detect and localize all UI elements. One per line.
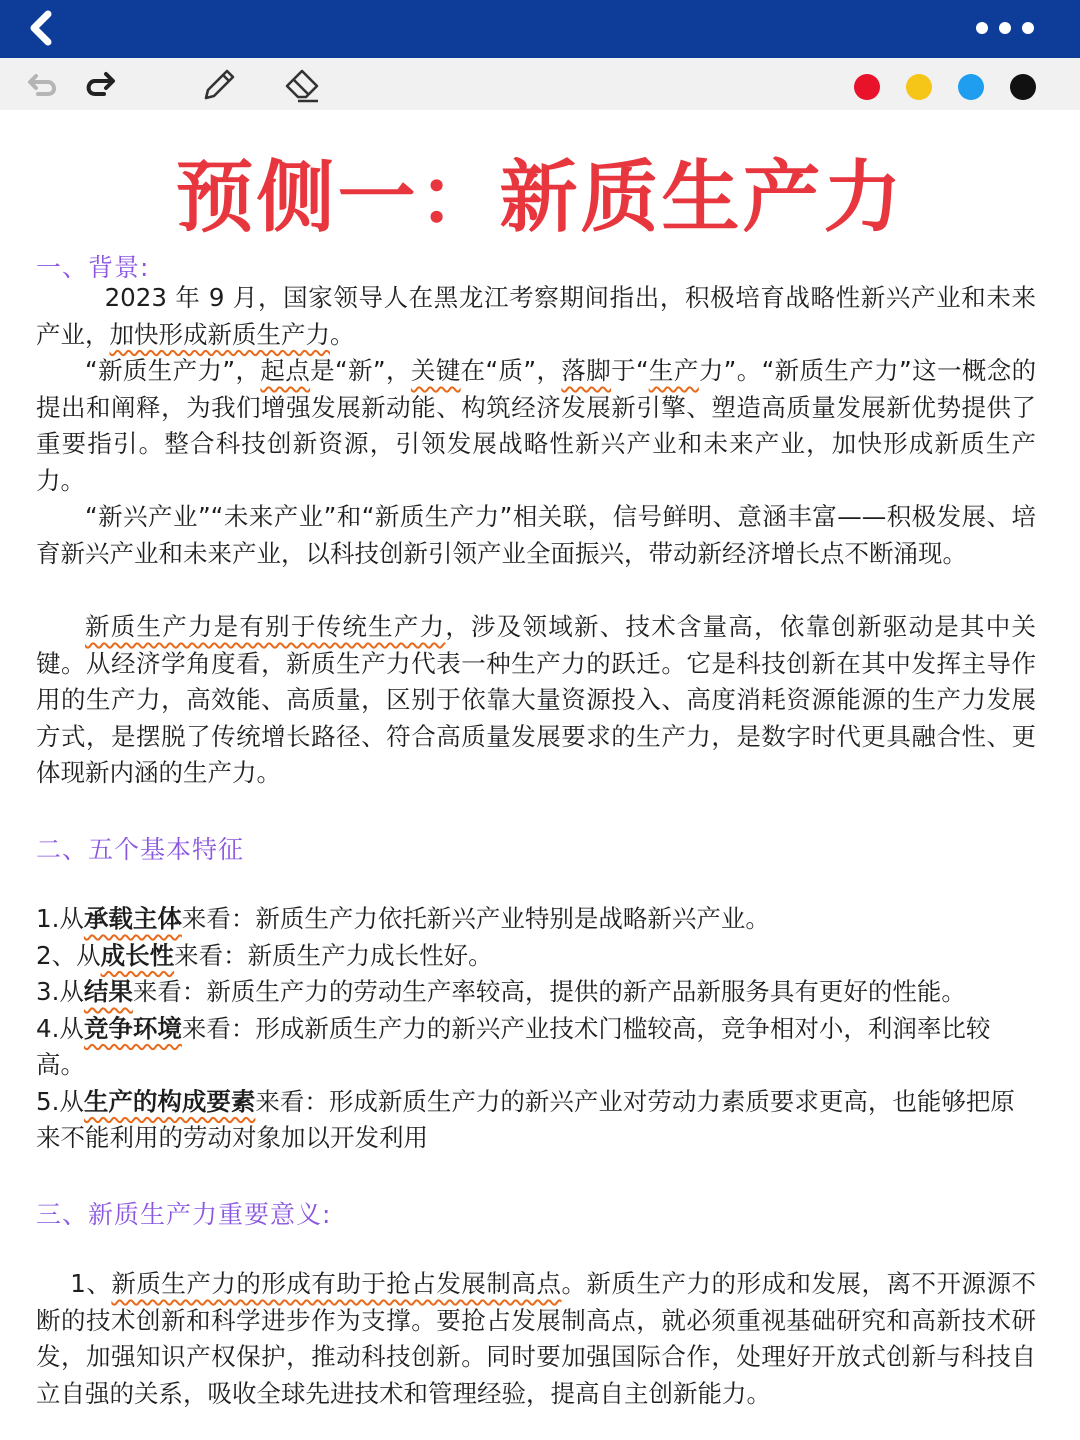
color-black-swatch[interactable] (1010, 74, 1036, 100)
highlight-text: 落脚 (561, 356, 612, 385)
highlight-text: 关键 (410, 356, 461, 385)
paragraph-background-4: 新质生产力是有别于传统生产力，涉及领域新、技术含量高，依靠创新驱动是其中关键。从经济学角度看，新质生产力代表一种生产力的跃迁。它是科技创新在其中发挥主导作用的生产力，高效能、高质量，区别于依靠大量资源投入、高度消耗资源能源的生产力发展方式，是摆脱了传统增长路径、符合高质量发展要求的生产力，是数字时代更具融合性、更体现新内涵的生产力。 (36, 612, 1037, 787)
paragraph-significance-1: 1、新质生产力的形成有助于抢占发展制高点。新质生产力的形成和发展，离不开源源不断的技术创新和科学进步作为支撑。要抢占发展制高点，就必须重视基础研究和高新技术研发，加强知识产权保护，推动科技创新。同时要加强国际合作，处理好开放式创新与科技自立自强的关系，吸收全球先进技术和管理经验，提高自主创新能力。 (36, 1269, 1037, 1408)
list-item: 5.从生产的构成要素来看：形成新质生产力的新兴产业对劳动力素质要求更高，也能够把原来不能利用的劳动对象加以开发利用 (36, 1086, 1015, 1152)
paragraph-background-1: 2023 年 9 月，国家领导人在黑龙江考察期间指出，积极培育战略性新兴产业和未来产业，加快形成新质生产力。 (36, 283, 1036, 349)
section-heading-features: 二、五个基本特征 (36, 835, 245, 864)
page-title: 预侧一：新质生产力 (175, 153, 905, 243)
highlight-keyword: 成长性 (100, 940, 175, 970)
section-heading-background: 一、背景: (36, 253, 150, 282)
redo-icon (80, 64, 120, 104)
undo-button[interactable] (24, 64, 64, 104)
eraser-button[interactable] (282, 64, 322, 104)
paragraph-background-2: “新质生产力”，起点是“新”，关键在“质”，落脚于“生产力”。“新质生产力”这一概念的提出和阐释，为我们增强发展新动能、构筑经济发展新引擎、塑造高质量发展新优势提供了重要指引。整合科技创新资源，引领发展战略性新兴产业和未来产业，加快形成新质生产力。 (36, 356, 1037, 495)
highlight-text: 新质生产力是有别于传统生产力 (85, 612, 446, 641)
color-red-swatch[interactable] (854, 74, 880, 100)
highlight-keyword: 生产的构成要素 (83, 1086, 256, 1116)
highlight-keyword: 结果 (83, 977, 133, 1006)
color-blue-swatch[interactable] (958, 74, 984, 100)
list-item: 3.从结果来看：新质生产力的劳动生产率较高，提供的新产品新服务具有更好的性能。 (36, 977, 966, 1006)
highlight-text: 起点 (260, 356, 311, 385)
section-heading-significance: 三、新质生产力重要意义: (36, 1200, 332, 1229)
more-options-button[interactable] (970, 10, 1040, 46)
list-item: 2、从成长性来看：新质生产力成长性好。 (36, 940, 493, 970)
color-yellow-swatch[interactable] (906, 74, 932, 100)
chevron-left-icon (20, 6, 64, 50)
document-page (0, 110, 1080, 1440)
features-list (36, 901, 1036, 1157)
top-app-bar (0, 0, 1080, 58)
back-button[interactable] (20, 6, 64, 50)
highlight-text: 新质生产力的形成有助于抢占发展制高点 (111, 1269, 562, 1298)
list-item: 4.从竞争环境来看：形成新质生产力的新兴产业技术门槛较高，竞争相对小，利润率比较高。 (36, 1013, 991, 1079)
list-item: 1.从承载主体来看：新质生产力依托新兴产业特别是战略新兴产业。 (36, 904, 770, 933)
highlight-keyword: 竞争环境 (83, 1013, 182, 1043)
paragraph-background-3: “新兴产业”“未来产业”和“新质生产力”相关联，信号鲜明、意涵丰富——积极发展、培育新兴产业和未来产业，以科技创新引领产业全面振兴，带动新经济增长点不断涌现。 (36, 502, 1036, 568)
eraser-icon (282, 64, 322, 104)
redo-button[interactable] (80, 64, 120, 104)
more-dots-icon (970, 10, 1040, 46)
pen-icon (198, 64, 238, 104)
undo-icon (24, 64, 64, 104)
highlight-text: 生产 (648, 356, 699, 385)
highlight-text: 加快形成新质生产力 (109, 319, 330, 349)
highlight-keyword: 承载主体 (83, 904, 182, 933)
pen-button[interactable] (198, 64, 238, 104)
